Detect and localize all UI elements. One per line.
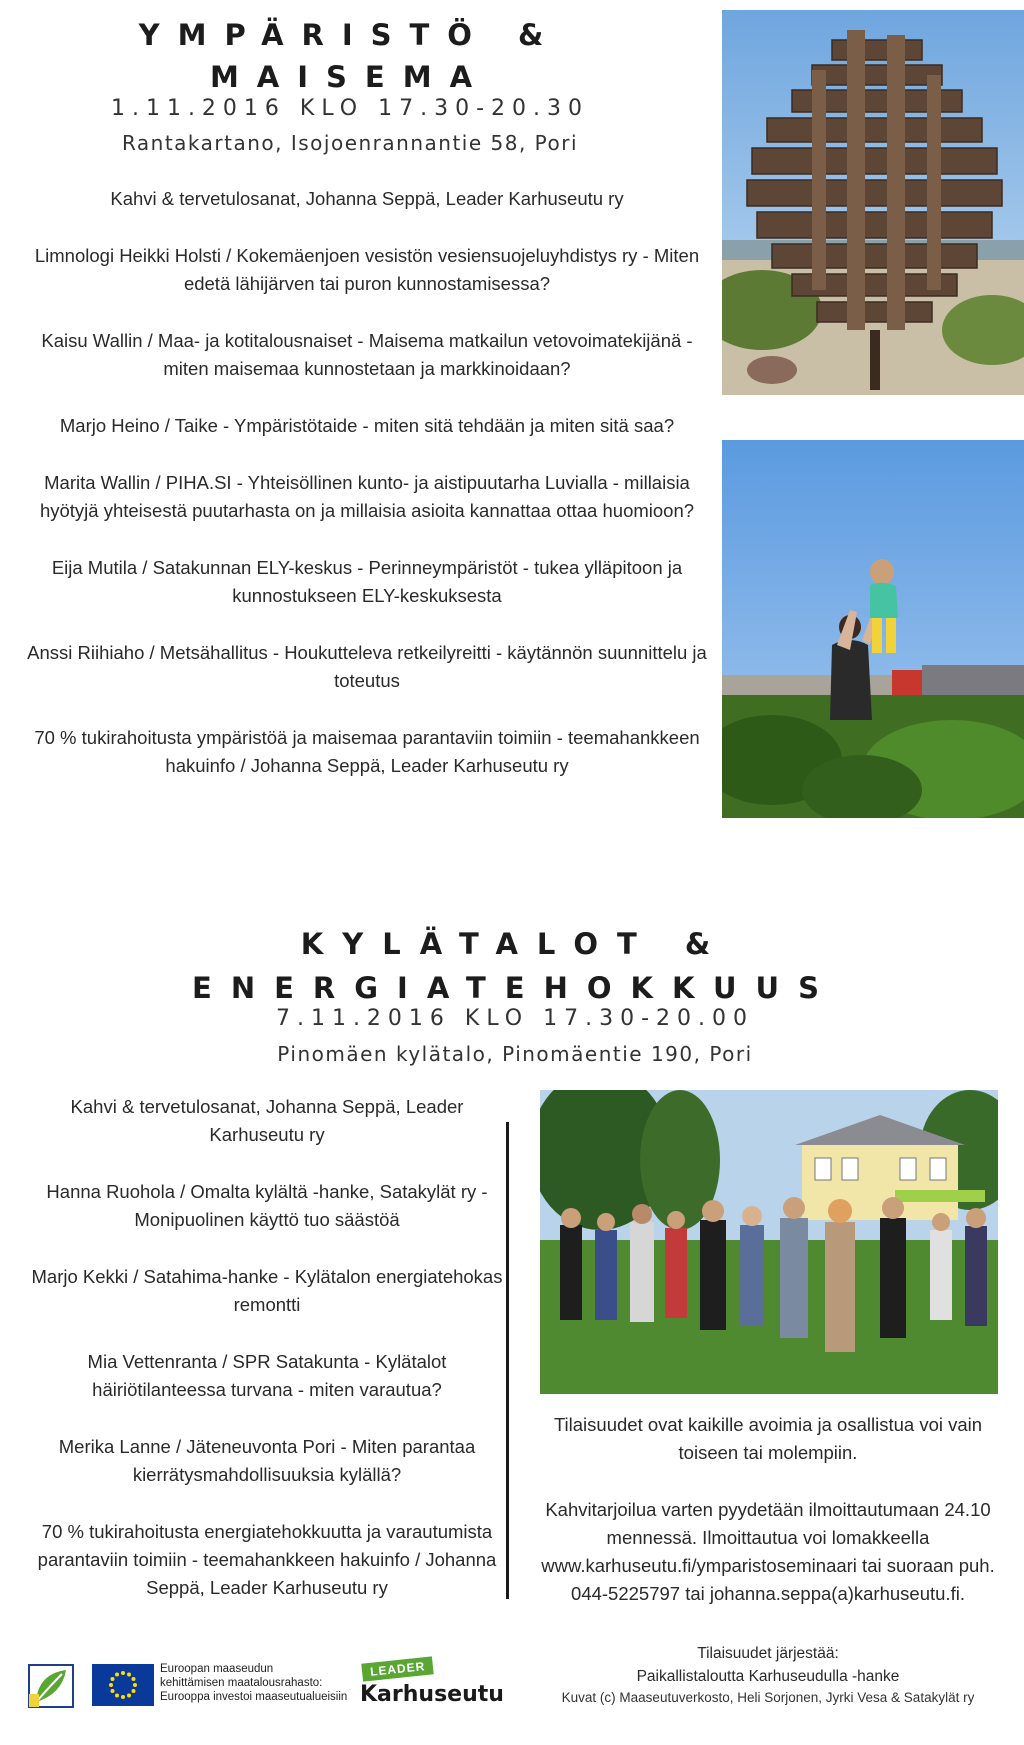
program-item: Merika Lanne / Jäteneuvonta Pori - Miten parantaa kierrätysmahdollisuuksia kylällä? [58,1436,476,1485]
event2-title [120,922,910,1010]
event2-venue: Pinomäen kylätalo, Pinomäentie 190, Pori [277,1042,753,1066]
event2-date: 7.11.2016 KLO 17.30-20.00 [275,1006,755,1031]
village-crowd-photo [540,1090,998,1394]
program-item: Eija Mutila / Satakunnan ELY-keskus - Perinneympäristöt - tukea ylläpitoon ja kunnostukseen ELY-keskuksesta [51,557,683,606]
info-registration: Kahvitarjoilua varten pyydetään ilmoittautumaan 24.10 mennessä. Ilmoittautua voi lomakkeella www.karhuseutu.fi/ymparistoseminaari tai suoraan puh. 044-5225797 tai johanna.seppa(a)karhuseutu.fi. [541,1499,995,1604]
eu-fund-text [160,1662,360,1704]
leader-badge: LEADER [361,1656,434,1681]
eu-flag-icon [92,1664,154,1706]
event1-title-line1: YMPÄRISTÖ & [138,18,562,52]
program-item: Marjo Kekki / Satahima-hanke - Kylätalon energiatehokas remontti [31,1266,503,1315]
event1-date: 1.11.2016 KLO 17.30-20.30 [110,96,590,121]
event1-title-line2: MAISEMA [209,60,491,94]
eu-line3: Eurooppa investoi maaseutualueisiin [160,1691,348,1703]
program-item: 70 % tukirahoitusta energiatehokkuutta ja varautumista parantaviin toimiin - teemahankkeen hakuinfo / Johanna Seppä, Leader Karhuseutu ry [37,1521,497,1598]
program-item: Marita Wallin / PIHA.SI - Yhteisöllinen kunto- ja aistipuutarha Luvialla - millaisia hyötyjä yhteisestä puutarhasta on ja millaisia asioita kannattaa ottaa huomioon? [39,472,695,521]
karhuseutu-logo: Karhuseutu [360,1682,504,1707]
program-item: Anssi Riihiaho / Metsähallitus - Houkutteleva retkeilyreitti - käytännön suunnittelu ja toteutus [27,642,707,691]
event2-title-line2: ENERGIATEHOKKUUS [192,971,838,1005]
program-item: Kahvi & tervetulosanat, Johanna Seppä, Leader Karhuseutu ry [70,1096,464,1145]
program-item: Mia Vettenranta / SPR Satakunta - Kylätalot häiriötilanteessa turvana - miten varautua? [87,1351,447,1400]
garden-photo [722,440,1024,818]
program-item: Kaisu Wallin / Maa- ja kotitalousnaiset - Maisema matkailun vetovoimatekijänä - miten maisemaa kunnostetaan ja markkinoidaan? [41,330,693,379]
info-open: Tilaisuudet ovat kaikille avoimia ja osallistua voi vain toiseen tai molempiin. [553,1414,983,1463]
event-info [538,1411,998,1637]
event1-program [22,185,712,809]
eu-line1: Euroopan maaseudun [160,1663,274,1675]
event2-program [22,1093,512,1631]
program-item: 70 % tukirahoitusta ympäristöä ja maisemaa parantaviin toimiin - teemahankkeen hakuinfo / Johanna Seppä, Leader Karhuseutu ry [34,727,700,776]
program-item: Limnologi Heikki Holsti / Kokemäenjoen vesistön vesiensuojeluyhdistys ry - Miten edetä lähijärven tai puron kunnostamisessa? [34,245,700,294]
event1-venue: Rantakartano, Isojoenrannantie 58, Pori [121,131,579,155]
sculpture-photo [722,10,1024,395]
leader-leaf-icon [28,1664,74,1708]
program-item: Marjo Heino / Taike - Ympäristötaide - miten sitä tehdään ja miten sitä saa? [59,415,675,436]
event1-title [30,14,670,98]
organizer-label: Tilaisuudet järjestää: [697,1645,839,1662]
event2-title-line1: KYLÄTALOT & [300,927,730,961]
column-divider [506,1122,509,1599]
photo-credits: Kuvat (c) Maaseutuverkosto, Heli Sorjonen, Jyrki Vesa & Satakylät ry [561,1690,975,1705]
organizer [538,1642,998,1688]
program-item: Hanna Ruohola / Omalta kylältä -hanke, Satakylät ry - Monipuolinen käyttö tuo säästöä [46,1181,488,1230]
organizer-name: Paikallistaloutta Karhuseudulla -hanke [636,1668,900,1685]
eu-line2: kehittämisen maatalousrahasto: [160,1677,323,1689]
program-item: Kahvi & tervetulosanat, Johanna Seppä, Leader Karhuseutu ry [110,188,624,209]
